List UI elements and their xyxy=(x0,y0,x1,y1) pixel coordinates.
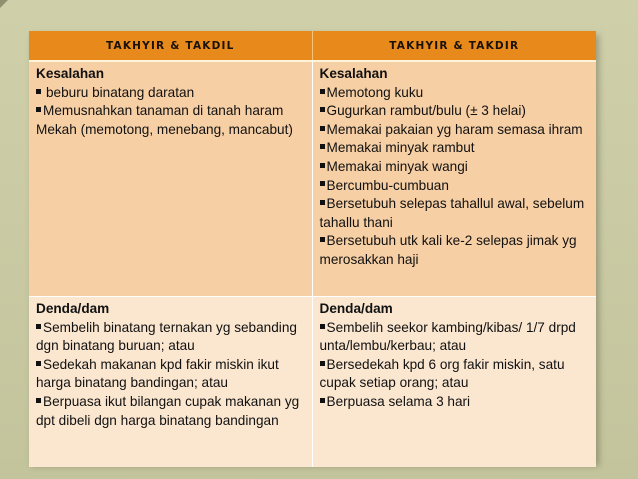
cell-title: Kesalahan xyxy=(36,66,105,81)
list-item: Memotong kuku xyxy=(320,84,591,103)
bullet-icon xyxy=(320,324,325,329)
cell-kesalahan-takdil xyxy=(29,61,312,297)
list-item: Berpuasa selama 3 hari xyxy=(320,393,591,412)
bullet-icon xyxy=(320,107,325,112)
list-item: Sembelih seekor kambing/kibas/ 1/7 drpd unta/lembu/kerbau; atau xyxy=(319,319,576,354)
corner-decoration xyxy=(0,0,8,8)
list-item: Bersetubuh utk kali ke-2 selepas jimak yg merosakkan haji xyxy=(319,233,577,267)
cell-title: Denda/dam xyxy=(319,301,393,316)
bullet-icon xyxy=(36,324,41,329)
bullet-icon xyxy=(320,200,325,205)
bullet-icon xyxy=(320,126,325,131)
list-item: Gugurkan rambut/bulu (± 3 helai) xyxy=(320,102,591,121)
bullet-icon xyxy=(36,107,41,112)
cell-title: Denda/dam xyxy=(36,301,110,316)
list-item: Memakai pakaian yg haram semasa ihram xyxy=(320,121,591,140)
list-item: Sembelih binatang ternakan yg sebanding dgn binatang buruan; atau xyxy=(36,319,297,354)
list-item: beburu binatang daratan xyxy=(36,84,306,103)
bullet-icon xyxy=(320,181,325,186)
header-takhyir-takdir: TAKHYIR & TAKDIR xyxy=(312,31,596,61)
list-item: Berpuasa ikut bilangan cupak makanan yg dpt dibeli dgn harga binatang bandingan xyxy=(36,393,300,428)
header-takhyir-takdil: TAKHYIR & TAKDIL xyxy=(29,31,312,61)
list-item: Bercumbu-cumbuan xyxy=(320,177,591,196)
bullet-icon xyxy=(36,398,41,403)
list-item: Memusnahkan tanaman di tanah haram Mekah (memotong, menebang, mancabut) xyxy=(36,103,293,137)
list-item: Bersetubuh selepas tahallul awal, sebelum tahallu thani xyxy=(319,196,585,230)
header-row xyxy=(29,31,596,61)
bullet-icon xyxy=(36,361,41,366)
bullet-icon xyxy=(320,237,325,242)
list-item: Memakai minyak rambut xyxy=(320,139,591,158)
bullet-icon xyxy=(320,398,325,403)
list-item: Bersedekah kpd 6 org fakir miskin, satu cupak setiap orang; atau xyxy=(319,356,565,391)
cell-denda-takdil xyxy=(29,297,312,468)
table-row xyxy=(29,297,596,468)
cell-denda-takdir xyxy=(312,297,596,468)
list-item: Sedekah makanan kpd fakir miskin ikut harga binatang bandingan; atau xyxy=(36,356,279,391)
list-item: Memakai minyak wangi xyxy=(320,158,591,177)
bullet-icon xyxy=(36,89,41,94)
bullet-icon xyxy=(320,163,325,168)
cell-title: Kesalahan xyxy=(319,66,388,81)
bullet-icon xyxy=(320,144,325,149)
cell-kesalahan-takdir xyxy=(312,61,596,297)
bullet-icon xyxy=(320,361,325,366)
comparison-table xyxy=(29,31,596,467)
bullet-icon xyxy=(320,89,325,94)
comparison-table-container xyxy=(29,31,596,462)
table-row xyxy=(29,61,596,297)
